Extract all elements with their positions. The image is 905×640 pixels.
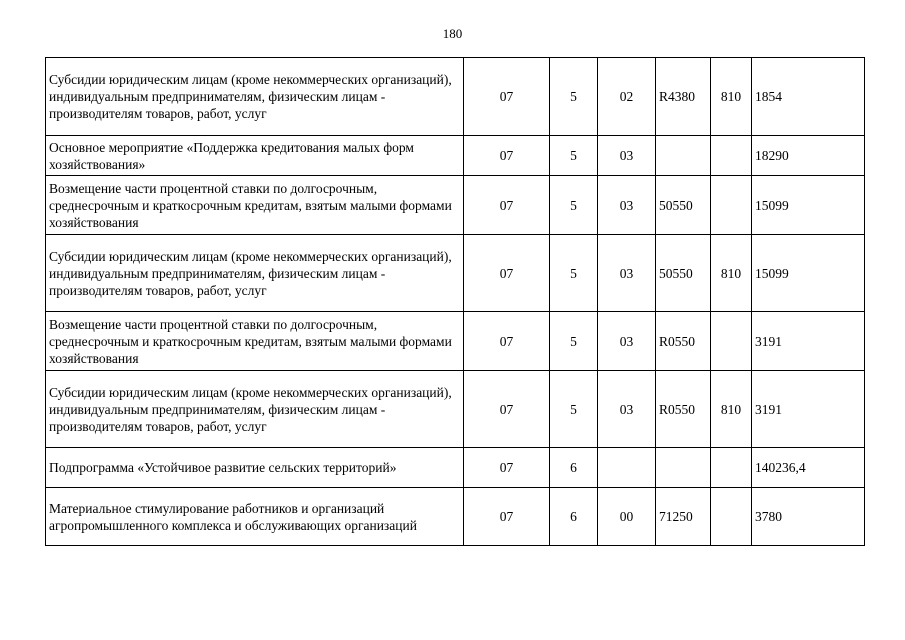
subprogram-code: 03 — [598, 176, 656, 235]
row-description: Основное мероприятие «Поддержка кредитования малых форм хозяйствования» — [46, 136, 464, 176]
expense-type-code: 810 — [711, 235, 752, 312]
amount-value: 3780 — [752, 488, 865, 546]
target-code: R0550 — [656, 312, 711, 371]
table-row — [46, 58, 865, 136]
program-code: 5 — [550, 58, 598, 136]
amount-value: 15099 — [752, 176, 865, 235]
table-row — [46, 488, 865, 546]
expense-type-code — [711, 136, 752, 176]
row-description: Возмещение части процентной ставки по долгосрочным, среднесрочным и краткосрочным кредитам, взятым малыми формами хозяйствования — [46, 312, 464, 371]
section-code: 07 — [464, 58, 550, 136]
program-code: 6 — [550, 448, 598, 488]
target-code — [656, 136, 711, 176]
amount-value: 18290 — [752, 136, 865, 176]
subprogram-code: 03 — [598, 371, 656, 448]
section-code: 07 — [464, 136, 550, 176]
subprogram-code: 03 — [598, 136, 656, 176]
expense-type-code — [711, 176, 752, 235]
row-description: Возмещение части процентной ставки по долгосрочным, среднесрочным и краткосрочным кредитам, взятым малыми формами хозяйствования — [46, 176, 464, 235]
section-code: 07 — [464, 235, 550, 312]
program-code: 5 — [550, 235, 598, 312]
target-code — [656, 448, 711, 488]
section-code: 07 — [464, 176, 550, 235]
section-code: 07 — [464, 488, 550, 546]
target-code: R0550 — [656, 371, 711, 448]
subprogram-code: 03 — [598, 312, 656, 371]
expense-type-code — [711, 448, 752, 488]
table-row — [46, 312, 865, 371]
table-row — [46, 176, 865, 235]
amount-value: 140236,4 — [752, 448, 865, 488]
expense-type-code: 810 — [711, 371, 752, 448]
section-code: 07 — [464, 312, 550, 371]
subprogram-code — [598, 448, 656, 488]
table-row — [46, 136, 865, 176]
target-code: 50550 — [656, 235, 711, 312]
target-code: R4380 — [656, 58, 711, 136]
section-code: 07 — [464, 448, 550, 488]
row-description: Субсидии юридическим лицам (кроме некоммерческих организаций), индивидуальным предпринимателям, физическим лицам - производителям товаров, работ, услуг — [46, 58, 464, 136]
budget-table — [45, 57, 865, 546]
expense-type-code: 810 — [711, 58, 752, 136]
program-code: 5 — [550, 371, 598, 448]
amount-value: 3191 — [752, 312, 865, 371]
subprogram-code: 03 — [598, 235, 656, 312]
row-description: Субсидии юридическим лицам (кроме некоммерческих организаций), индивидуальным предпринимателям, физическим лицам - производителям товаров, работ, услуг — [46, 371, 464, 448]
table-row — [46, 448, 865, 488]
table-row — [46, 371, 865, 448]
expense-type-code — [711, 312, 752, 371]
program-code: 6 — [550, 488, 598, 546]
amount-value: 3191 — [752, 371, 865, 448]
amount-value: 1854 — [752, 58, 865, 136]
program-code: 5 — [550, 176, 598, 235]
table-row — [46, 235, 865, 312]
expense-type-code — [711, 488, 752, 546]
program-code: 5 — [550, 312, 598, 371]
row-description: Подпрограмма «Устойчивое развитие сельских территорий» — [46, 448, 464, 488]
section-code: 07 — [464, 371, 550, 448]
row-description: Субсидии юридическим лицам (кроме некоммерческих организаций), индивидуальным предпринимателям, физическим лицам - производителям товаров, работ, услуг — [46, 235, 464, 312]
subprogram-code: 00 — [598, 488, 656, 546]
target-code: 50550 — [656, 176, 711, 235]
amount-value: 15099 — [752, 235, 865, 312]
subprogram-code: 02 — [598, 58, 656, 136]
row-description: Материальное стимулирование работников и организаций агропромышленного комплекса и обслуживающих организаций — [46, 488, 464, 546]
target-code: 71250 — [656, 488, 711, 546]
page-number: 180 — [442, 26, 463, 41]
program-code: 5 — [550, 136, 598, 176]
